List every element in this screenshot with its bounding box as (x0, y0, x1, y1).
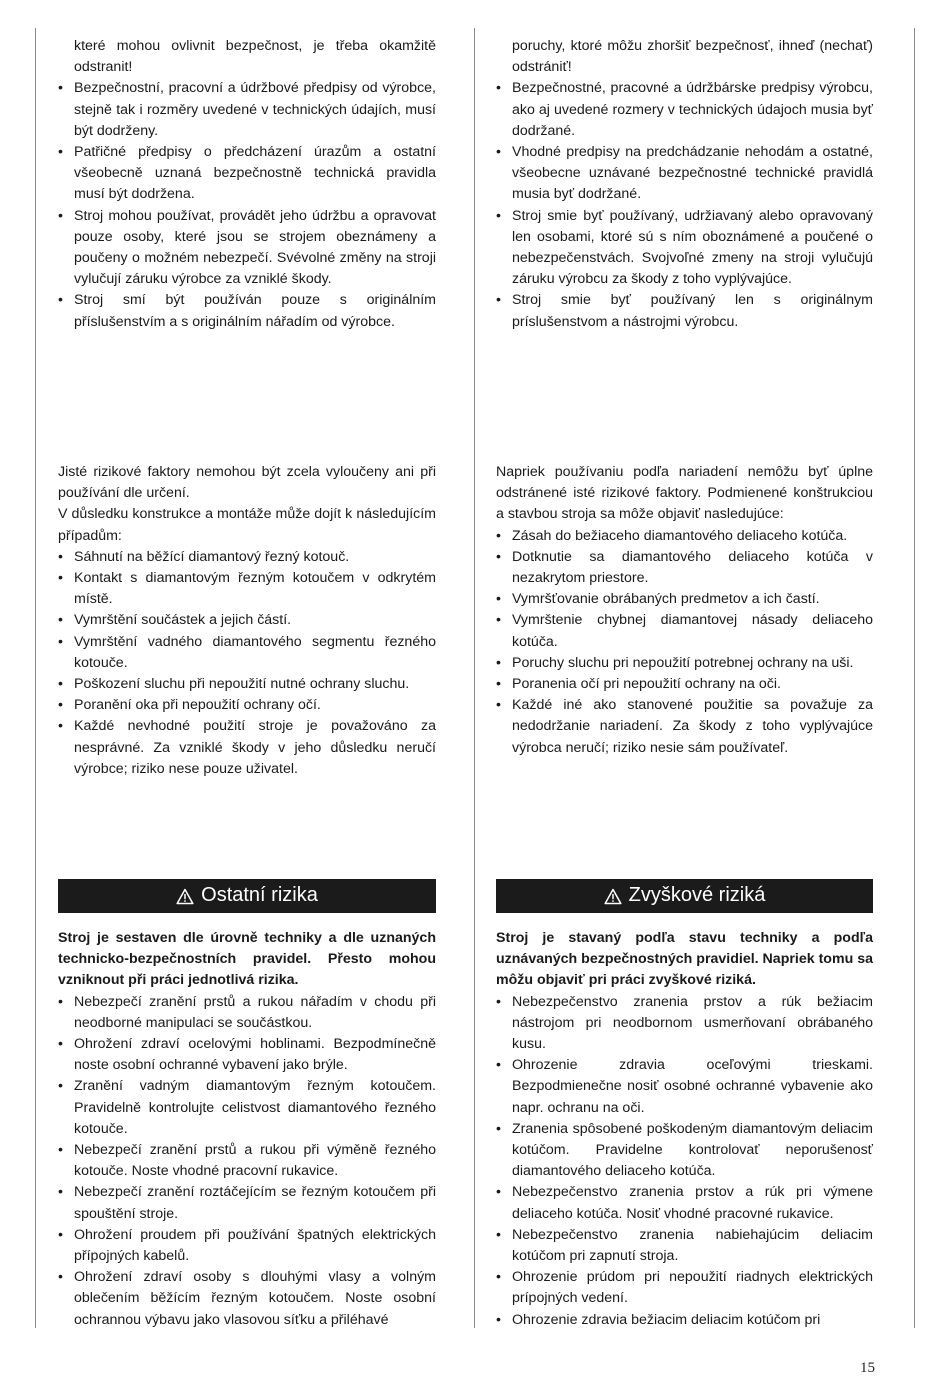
list-item: • Vymrštění součástek a jejich částí. (58, 610, 436, 631)
right-top-section (496, 36, 873, 333)
left-middle-intro-1: Jisté rizikové faktory nemohou být zcela vyloučeny ani při používání dle určení. (58, 464, 436, 502)
list-item: • Poruchy sluchu pri nepoužití potrebnej ochrany na uši. (496, 653, 873, 674)
list-item: • Sáhnutí na běžící diamantový řezný kotouč. (58, 547, 436, 568)
left-top-continuation: které mohou ovlivnit bezpečnost, je třeba okamžitě odstranit! (74, 38, 436, 76)
list-item: • Poranenia očí pri nepoužití ochrany na oči. (496, 674, 873, 695)
right-margin-line (914, 28, 915, 1328)
list-item: • Ohrozenie zdravia oceľovými trieskami. Bezpodmienečne nosiť osobné ochranné vybavenie ako napr. ochranu na oči. (496, 1055, 873, 1119)
list-item: • Zranenia spôsobené poškodeným diamantovým deliacim kotúčom. Pravidelne kontrolovať neporušenosť diamantového deliaceho kotúča. (496, 1119, 873, 1183)
right-middle-intro: Napriek používaniu podľa nariadení nemôžu byť úplne odstránené isté rizikové faktory. Podmienené konštrukciou a stavbou stroja sa môže objaviť nasledujúce: (496, 464, 873, 523)
warning-triangle-icon (176, 888, 194, 905)
list-item: • Každé nevhodné použití stroje je považováno za nesprávné. Za vzniklé škody v jeho důsledku neručí výrobce; riziko nese pouze uživatel. (58, 716, 436, 780)
section-heading-band (58, 879, 436, 913)
list-item: • Nebezpečenstvo zranenia prstov a rúk bežiacim nástrojom pri neodbornom usmerňovaní obrábaného kusu. (496, 992, 873, 1056)
list-item: • Poškození sluchu při nepoužití nutné ochrany sluchu. (58, 674, 436, 695)
list-item: • Ohrožení zdraví osoby s dlouhými vlasy a volným oblečením běžícím řezným kotoučem. Noste osobní ochrannou výbavu jako vlasovou síťku a přiléhavé (58, 1267, 436, 1331)
right-top-continuation: poruchy, ktoré môžu zhoršiť bezpečnosť, ihneď (nechať) odstrániť! (512, 38, 873, 76)
list-item: • Stroj mohou používat, provádět jeho údržbu a opravovat pouze osoby, které jsou se strojem obeznámeny a poučeny o možném nebezpečí. Svévolné změny na stroji vylučují záruku výrobce za vzniklé škody. (58, 206, 436, 291)
list-item: • Vymrštenie chybnej diamantovej násady deliaceho kotúča. (496, 610, 873, 652)
left-top-section (58, 36, 436, 333)
list-item: • Zranění vadným diamantovým řezným kotoučem. Pravidelně kontrolujte celistvost diamantového řezného kotouče. (58, 1076, 436, 1140)
list-item: • Nebezpečí zranění prstů a rukou nářadím v chodu při neodborné manipulaci se součástkou. (58, 992, 436, 1034)
list-item: • Kontakt s diamantovým řezným kotoučem v odkrytém místě. (58, 568, 436, 610)
list-item: • Nebezpečí zranění prstů a rukou při výměně řezného kotouče. Noste vhodné pracovní rukavice. (58, 1140, 436, 1182)
list-item: • Nebezpečenstvo zranenia nabiehajúcim deliacim kotúčom pri zapnutí stroja. (496, 1225, 873, 1267)
list-item: • Vymrštění vadného diamantového segmentu řezného kotouče. (58, 632, 436, 674)
list-item: • Ohrozenie prúdom pri nepoužití riadnych elektrických prípojných vedení. (496, 1267, 873, 1309)
list-item: • Poranění oka při nepoužití ochrany očí. (58, 695, 436, 716)
right-middle-section (496, 462, 873, 759)
list-item: • Každé iné ako stanovené použitie sa považuje za nedodržanie nariadení. Za škody z toho vyplývajúce výrobca neručí; riziko nesie sám používateľ. (496, 695, 873, 759)
section-heading: Ostatní rizika (201, 884, 318, 907)
list-item: • Stroj smie byť používaný, udržiavaný alebo opravovaný len osobami, ktoré sú s ním oboznámené a poučené o nebezpečenstvách. Svojvoľné zmeny na stroji vylučujú záruku výrobcu za škody z toho vyplývajúce. (496, 206, 873, 291)
list-item: • Vymršťovanie obrábaných predmetov a ich častí. (496, 589, 873, 610)
list-item: • Zásah do bežiaceho diamantového deliaceho kotúča. (496, 526, 873, 547)
page-number: 15 (860, 1360, 875, 1376)
list-item: • Ohrožení proudem při používání špatných elektrických přípojných kabelů. (58, 1225, 436, 1267)
left-bottom-list (58, 992, 436, 1331)
left-middle-intro-2: V důsledku konstrukce a montáže může dojít k následujícím případům: (58, 506, 436, 544)
section-heading-band (496, 879, 873, 913)
list-item: • Nebezpečenstvo zranenia prstov a rúk pri výmene deliaceho kotúča. Nosiť vhodné pracovné rukavice. (496, 1182, 873, 1224)
section-lead: Stroj je sestaven dle úrovně techniky a dle uznaných technicko-bezpečnostních pravidel. Přesto mohou vzniknout při práci jednotlivá rizika. (58, 930, 436, 989)
section-heading: Zvyškové riziká (628, 884, 766, 907)
right-middle-list (496, 526, 873, 759)
warning-triangle-icon (604, 888, 622, 905)
right-bottom-list (496, 992, 873, 1331)
left-middle-section (58, 462, 436, 780)
list-item: • Patřičné předpisy o předcházení úrazům a ostatní všeobecně uznaná bezpečnostně technická pravidla musí být dodržena. (58, 142, 436, 206)
list-item: • Ohrozenie zdravia bežiacim deliacim kotúčom pri (496, 1310, 873, 1331)
list-item: • Vhodné predpisy na predchádzanie nehodám a ostatné, všeobecne uznávané bezpečnostné technické pravidlá musia byť dodržané. (496, 142, 873, 206)
list-item: • Nebezpečí zranění roztáčejícím se řezným kotoučem při spouštění stroje. (58, 1182, 436, 1224)
section-lead: Stroj je stavaný podľa stavu techniky a podľa uznávaných bezpečnostných pravidiel. Napriek tomu sa môžu objaviť pri práci zvyškové riziká. (496, 930, 873, 989)
left-margin-line (35, 28, 36, 1328)
list-item: • Ohrožení zdraví ocelovými hoblinami. Bezpodmínečně noste osobní ochranné vybavení jako brýle. (58, 1034, 436, 1076)
list-item: • Bezpečnostné, pracovné a údržbárske predpisy výrobcu, ako aj uvedené rozmery v technických údajoch musia byť dodržané. (496, 78, 873, 142)
right-bottom-section (496, 879, 873, 1331)
list-item: • Stroj smí být používán pouze s originálním příslušenstvím a s originálním nářadím od výrobce. (58, 290, 436, 332)
left-bottom-section (58, 879, 436, 1331)
right-top-list (496, 78, 873, 332)
left-top-list (58, 78, 436, 332)
list-item: • Bezpečnostní, pracovní a údržbové předpisy od výrobce, stejně tak i rozměry uvedené v technických údajích, musí být dodrženy. (58, 78, 436, 142)
list-item: • Dotknutie sa diamantového deliaceho kotúča v nezakrytom priestore. (496, 547, 873, 589)
left-middle-list (58, 547, 436, 780)
center-divider-line (474, 28, 475, 1328)
list-item: • Stroj smie byť používaný len s originálnym príslušenstvom a nástrojmi výrobcu. (496, 290, 873, 332)
